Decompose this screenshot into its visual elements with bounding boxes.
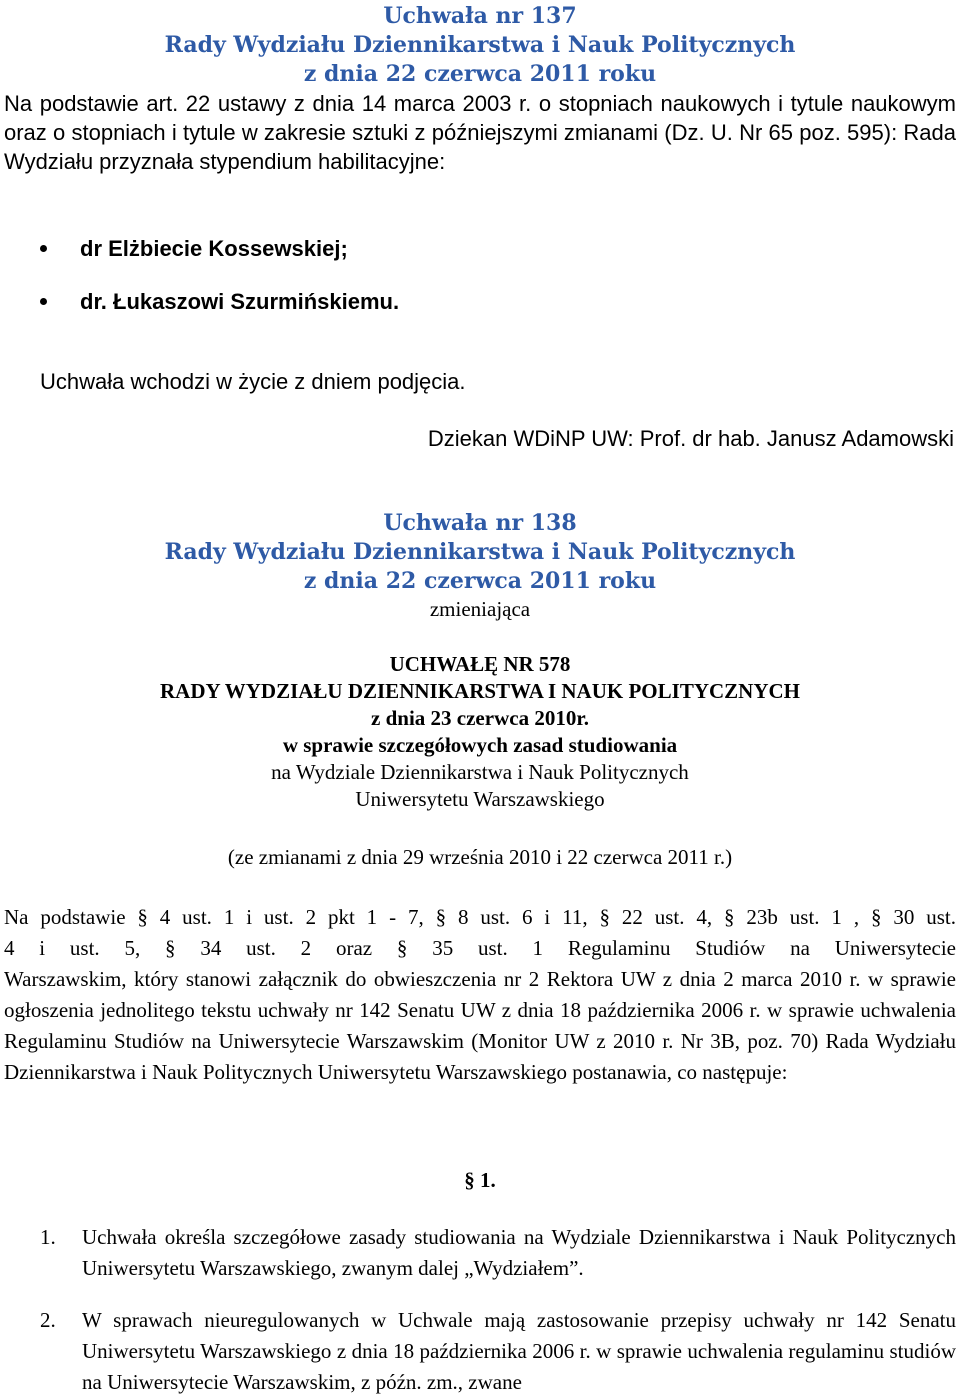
bullet-icon (40, 298, 47, 305)
legal-basis (4, 902, 956, 1088)
resolution-138-title: Uchwała nr 138 (383, 510, 577, 536)
resolution-137-council: Rady Wydziału Dziennikarstwa i Nauk Politycznych (164, 32, 796, 58)
resolution-138-date: z dnia 22 czerwca 2011 roku (303, 568, 657, 594)
item-number: 2. (40, 1308, 56, 1332)
amended-council: RADY WYDZIAŁU DZIENNIKARSTWA I NAUK POLITYCZNYCH (159, 679, 800, 703)
amended-title: UCHWAŁĘ NR 578 (389, 652, 571, 676)
item-text: Uchwała określa szczegółowe zasady studiowania na Wydziale Dziennikarstwa i Nauk Politycznych Uniwersytetu Warszawskiego, zwanym dalej „Wydziałem”. (82, 1225, 956, 1280)
changes-note: (ze zmianami z dnia 29 września 2010 i 22 czerwca 2011 r.) (227, 845, 733, 869)
resolution-137-date: z dnia 22 czerwca 2011 roku (303, 61, 657, 87)
list-item (4, 1222, 956, 1284)
legal-basis-line2: 4 i ust. 5, § 34 ust. 2 oraz § 35 ust. 1 Regulaminu Studiów na Uniwersytecie (4, 936, 956, 960)
item-text: W sprawach nieuregulowanych w Uchwale mają zastosowanie przepisy uchwały nr 142 Senatu Uniwersytetu Warszawskiego z dnia 18 października 2006 r. w sprawie uchwalenia regulaminu studiów na Uniwersytecie Warszawskim, z późn. zm., zwane (82, 1308, 956, 1394)
amended-date: z dnia 23 czerwca 2010r. (371, 706, 589, 730)
section-heading: § 1. (464, 1168, 496, 1192)
item-number: 1. (40, 1225, 56, 1249)
resolution-138-council: Rady Wydziału Dziennikarstwa i Nauk Politycznych (164, 539, 796, 565)
amended-faculty: na Wydziale Dziennikarstwa i Nauk Politycznych (271, 760, 689, 784)
resolution-138-amending: zmieniająca (429, 597, 531, 621)
legal-basis-line1: Na podstawie § 4 ust. 1 i ust. 2 pkt 1 - 7, § 8 ust. 6 i 11, § 22 ust. 4, § 23b ust. 1 , § 30 ust. (4, 905, 956, 929)
list-item: dr. Łukaszowi Szurmińskiemu. (0, 287, 960, 316)
resolution-137-signature: Dziekan WDiNP UW: Prof. dr hab. Janusz Adamowski (427, 426, 954, 451)
list-item: dr Elżbiecie Kossewskiej; (0, 234, 960, 263)
resolution-137-header (4, 2, 956, 89)
resolution-137-preamble: Na podstawie art. 22 ustawy z dnia 14 marca 2003 r. o stopniach naukowych i tytule naukowym oraz o stopniach i tytule w zakresie sztuki z późniejszymi zmianami (Dz. U. Nr 65 poz. 595): Rada Wydziału przyznała stypendium habilitacyjne: (4, 91, 956, 174)
resolution-137-effective: Uchwała wchodzi w życie z dniem podjęcia. (40, 369, 466, 394)
list-item (4, 1305, 956, 1398)
recipient-list (0, 234, 960, 316)
amended-faculty-block (4, 759, 956, 813)
amended-university: Uniwersytetu Warszawskiego (355, 787, 605, 811)
bullet-icon (40, 245, 47, 252)
amended-resolution-header (4, 651, 956, 759)
legal-basis-rest: Warszawskim, który stanowi załącznik do obwieszczenia nr 2 Rektora UW z dnia 2 marca 2010 r. w sprawie ogłoszenia jednolitego tekstu uchwały nr 142 Senatu UW z dnia 18 października 2006 r. w sprawie uchwalenia Regulaminu Studiów na Uniwersytecie Warszawskim (Monitor UW z 2010 r. Nr 3B, poz. 70) Rada Wydziału Dziennikarstwa i Nauk Politycznych Uniwersytetu Warszawskiego postanawia, co następuje: (4, 967, 956, 1084)
resolution-138-header (4, 509, 956, 596)
amended-subject: w sprawie szczegółowych zasad studiowania (282, 733, 678, 757)
resolution-137-title: Uchwała nr 137 (383, 3, 577, 29)
